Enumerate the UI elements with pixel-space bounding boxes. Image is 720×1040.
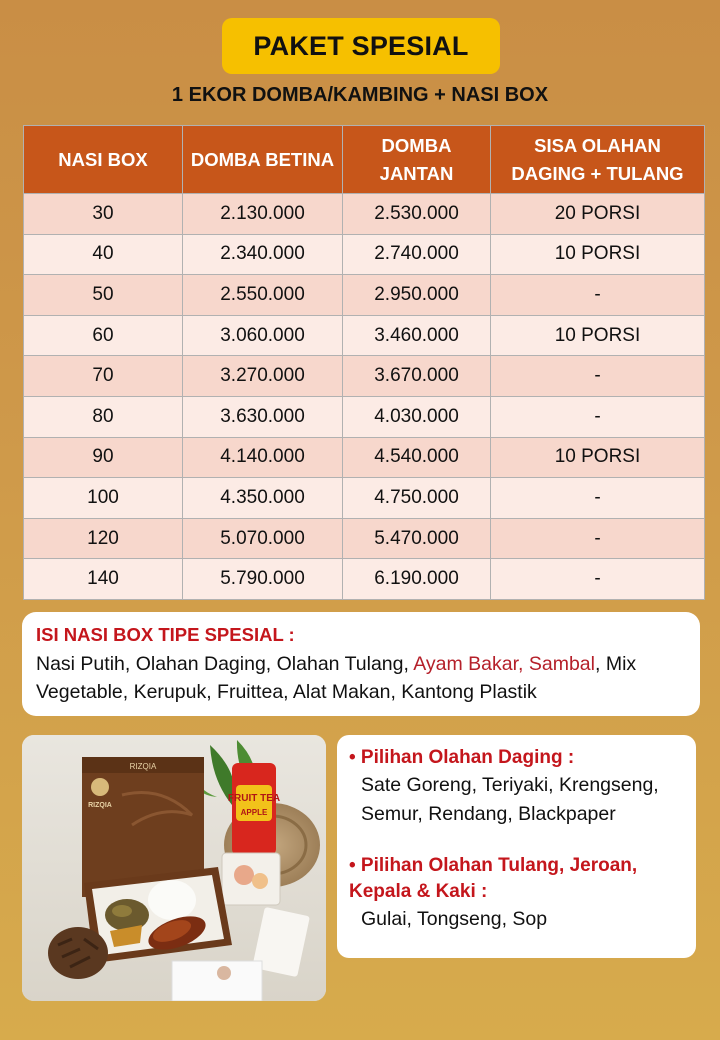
nasi-box-cell: 100: [24, 478, 183, 519]
domba-betina-cell: 2.130.000: [183, 194, 343, 235]
sisa-olahan-cell: -: [491, 478, 705, 519]
domba-jantan-cell: 5.470.000: [343, 518, 491, 559]
nasi-box-cell: 60: [24, 315, 183, 356]
page-title: PAKET SPESIAL: [222, 18, 500, 74]
sisa-olahan-cell: -: [491, 275, 705, 316]
table-row: [24, 315, 705, 356]
box-brand-top: RIZQIA: [129, 762, 157, 771]
domba-jantan-cell: 2.530.000: [343, 194, 491, 235]
pilihan-tulang-items: Gulai, Tongseng, Sop: [361, 908, 548, 930]
domba-jantan-cell: 2.950.000: [343, 275, 491, 316]
nasi-box-cell: 80: [24, 396, 183, 437]
sisa-olahan-cell: 10 PORSI: [491, 234, 705, 275]
domba-betina-cell: 2.340.000: [183, 234, 343, 275]
isi-text-highlight: Ayam Bakar, Sambal: [413, 653, 595, 675]
domba-jantan-cell: 4.030.000: [343, 396, 491, 437]
nasi-box-cell: 50: [24, 275, 183, 316]
table-header-row: [24, 126, 705, 194]
domba-betina-cell: 4.140.000: [183, 437, 343, 478]
nasi-box-photo: [22, 735, 326, 1001]
table-row: [24, 234, 705, 275]
isi-text: [36, 650, 686, 706]
nasi-box-cell: 90: [24, 437, 183, 478]
drink-sub: APPLE: [240, 808, 268, 817]
domba-betina-cell: 3.060.000: [183, 315, 343, 356]
table-row: [24, 437, 705, 478]
domba-jantan-cell: 4.750.000: [343, 478, 491, 519]
drink-label: FRUIT TEA: [227, 793, 281, 804]
header-domba-jantan: DOMBA JANTAN: [343, 126, 491, 194]
sisa-olahan-cell: 10 PORSI: [491, 437, 705, 478]
domba-betina-cell: 3.270.000: [183, 356, 343, 397]
isi-text-part1: Nasi Putih, Olahan Daging, Olahan Tulang,: [36, 653, 414, 675]
header-domba-betina: DOMBA BETINA: [183, 126, 343, 194]
nasi-box-cell: 140: [24, 559, 183, 600]
pilihan-tulang-heading: • Pilihan Olahan Tulang, Jeroan, Kepala & Kaki :: [349, 855, 638, 902]
domba-jantan-cell: 4.540.000: [343, 437, 491, 478]
domba-betina-cell: 5.070.000: [183, 518, 343, 559]
domba-betina-cell: 4.350.000: [183, 478, 343, 519]
domba-betina-cell: 2.550.000: [183, 275, 343, 316]
nasi-box-photo-illustration: [22, 735, 326, 1001]
table-row: [24, 478, 705, 519]
nasi-box-cell: 40: [24, 234, 183, 275]
page-subtitle: 1 EKOR DOMBA/KAMBING + NASI BOX: [171, 84, 549, 106]
pilihan-daging-heading: • Pilihan Olahan Daging :: [349, 747, 575, 768]
table-row: [24, 396, 705, 437]
pilihan-olahan-panel: [337, 735, 696, 958]
table-row: [24, 194, 705, 235]
box-brand-logo: RIZQIA: [88, 802, 112, 809]
table-row: [24, 518, 705, 559]
isi-heading: ISI NASI BOX TIPE SPESIAL :: [36, 624, 295, 645]
header-nasi-box: NASI BOX: [24, 126, 183, 194]
domba-jantan-cell: 6.190.000: [343, 559, 491, 600]
sisa-olahan-cell: 10 PORSI: [491, 315, 705, 356]
isi-nasi-box-panel: [22, 612, 700, 716]
header-sisa-olahan: SISA OLAHAN DAGING + TULANG: [491, 126, 705, 194]
table-row: [24, 559, 705, 600]
sisa-olahan-cell: -: [491, 559, 705, 600]
domba-jantan-cell: 3.460.000: [343, 315, 491, 356]
sisa-olahan-cell: -: [491, 518, 705, 559]
table-row: [24, 275, 705, 316]
nasi-box-cell: 30: [24, 194, 183, 235]
price-table: [23, 125, 705, 600]
isi-text-part2: , Mix Vegetable, Kerupuk, Fruittea, Alat Makan, Kantong Plastik: [36, 653, 637, 703]
domba-jantan-cell: 2.740.000: [343, 234, 491, 275]
domba-betina-cell: 5.790.000: [183, 559, 343, 600]
nasi-box-cell: 120: [24, 518, 183, 559]
table-row: [24, 356, 705, 397]
sisa-olahan-cell: -: [491, 396, 705, 437]
nasi-box-cell: 70: [24, 356, 183, 397]
pilihan-daging-items: Sate Goreng, Teriyaki, Krengseng, Semur, Rendang, Blackpaper: [361, 774, 659, 825]
domba-betina-cell: 3.630.000: [183, 396, 343, 437]
sisa-olahan-cell: 20 PORSI: [491, 194, 705, 235]
sisa-olahan-cell: -: [491, 356, 705, 397]
domba-jantan-cell: 3.670.000: [343, 356, 491, 397]
